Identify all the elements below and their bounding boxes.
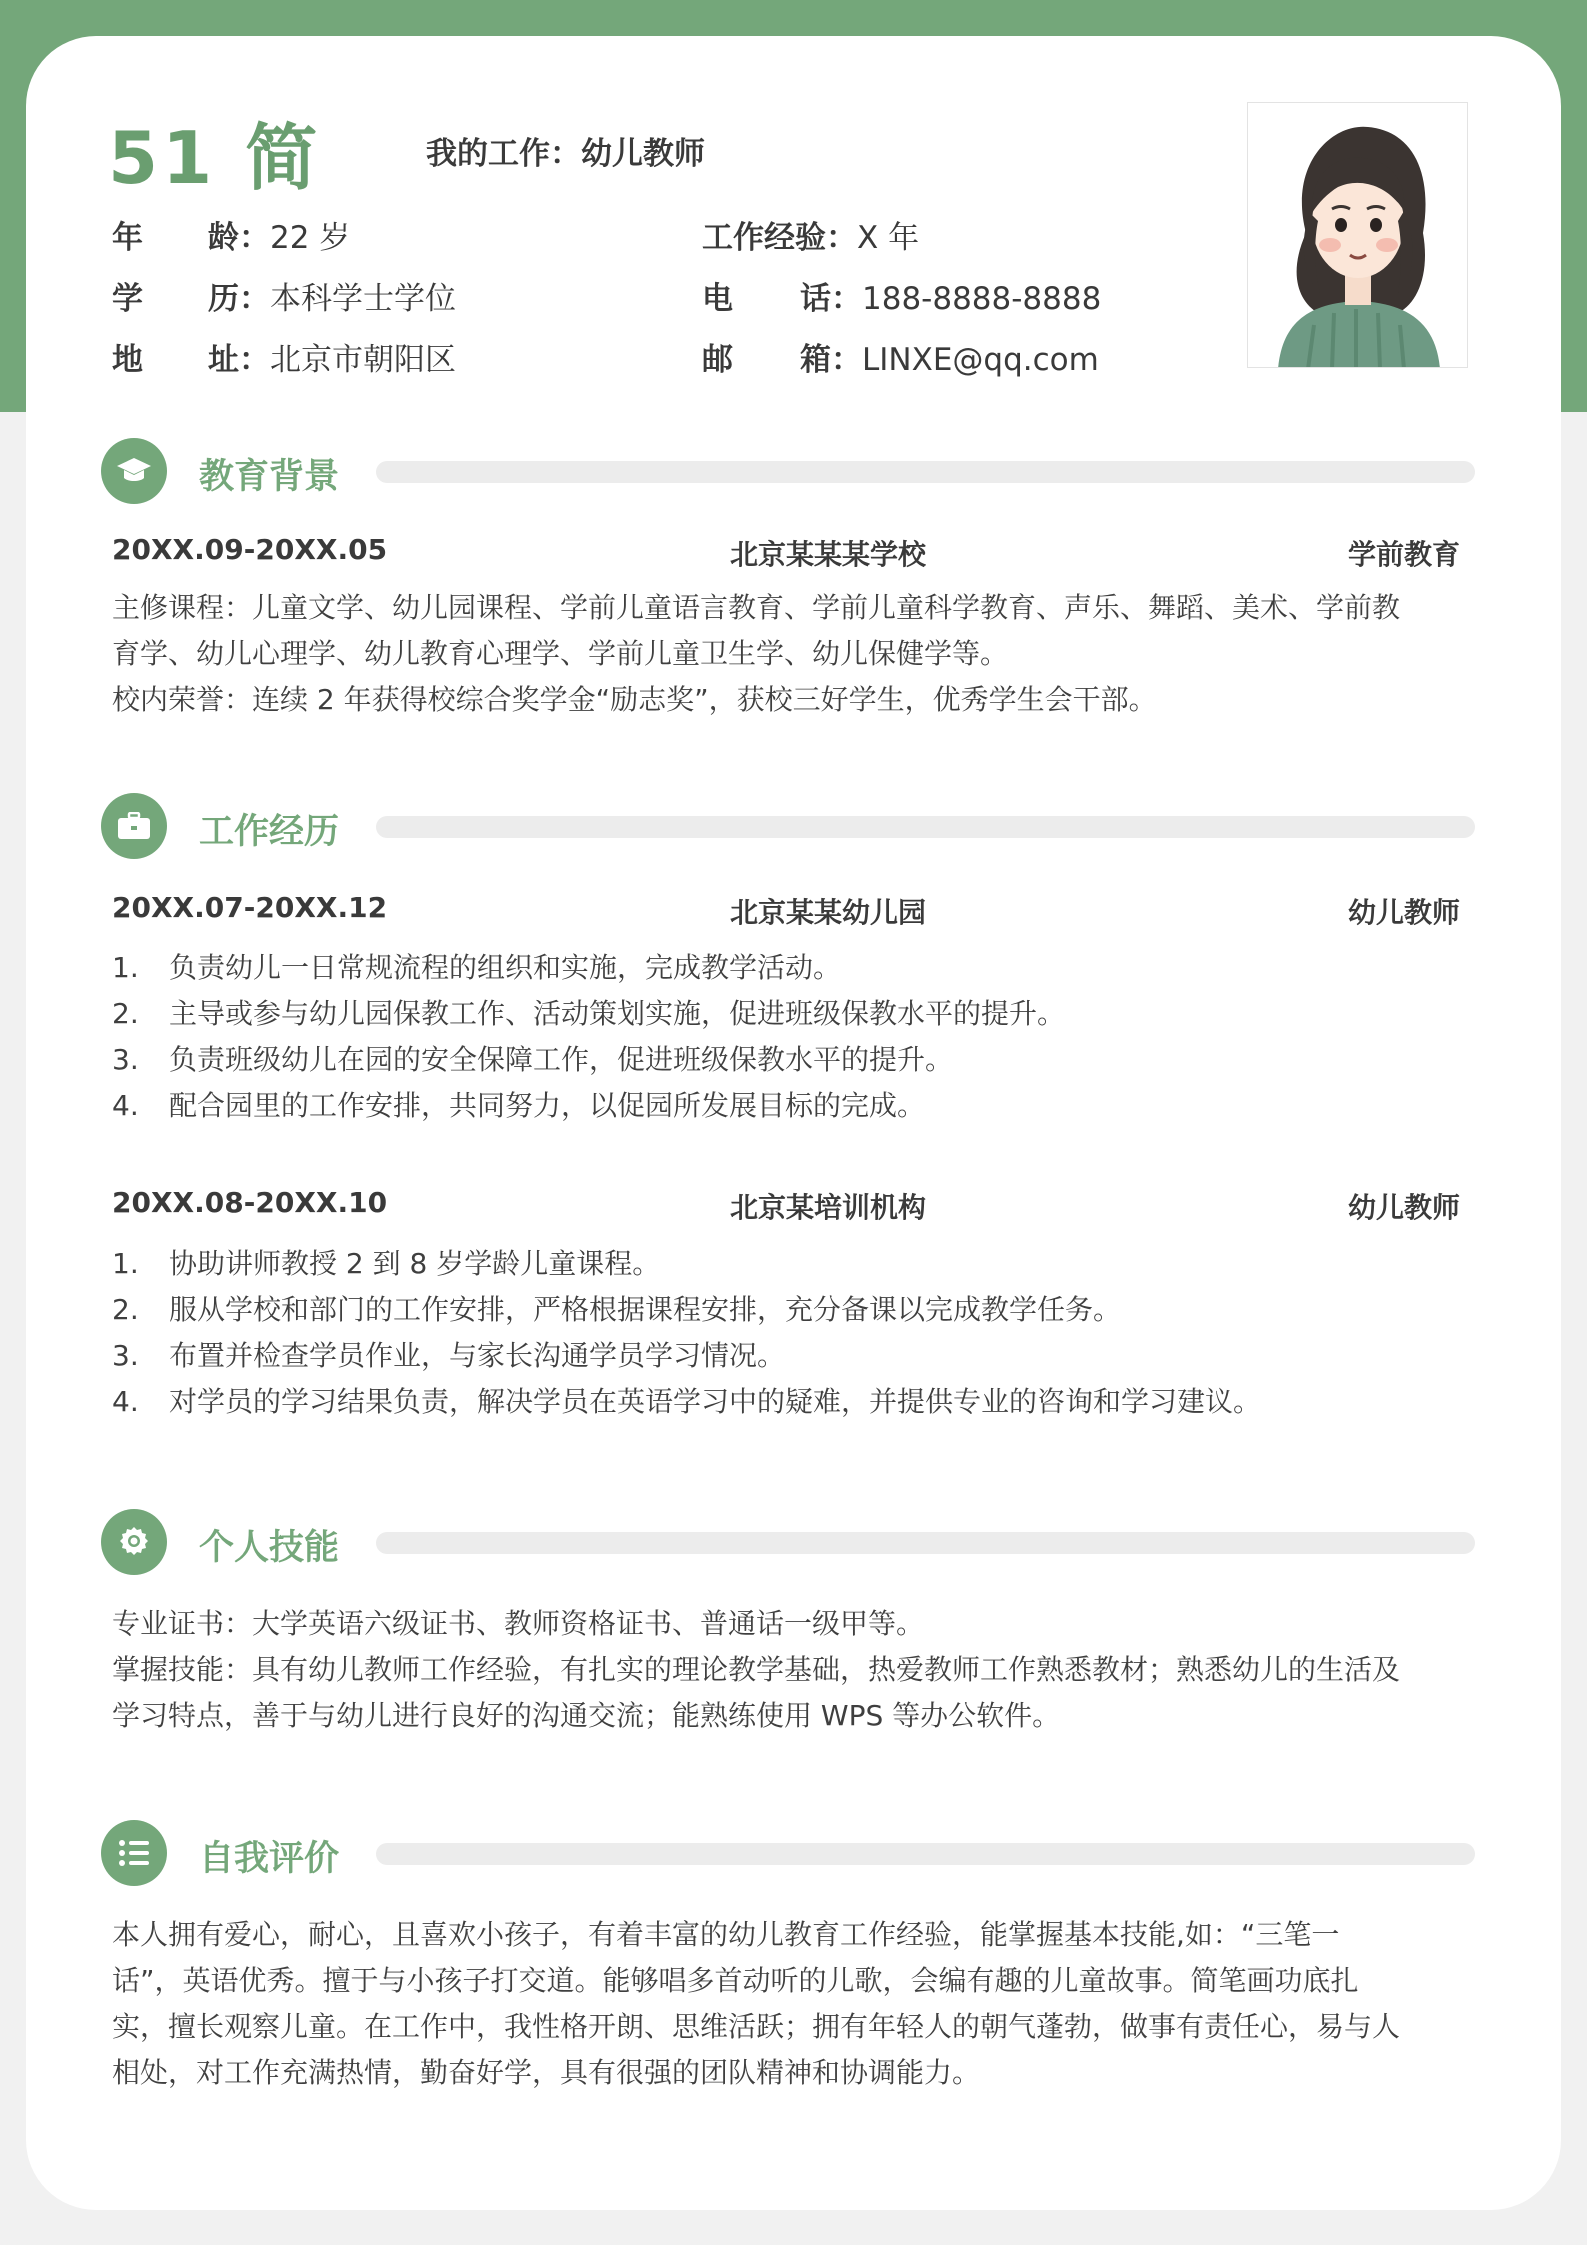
- info-email: [702, 334, 1099, 379]
- education-section-icon: [101, 438, 167, 504]
- info-key-2: 址：: [208, 342, 270, 378]
- job-duties-list: [112, 1241, 1492, 1425]
- list-item: [112, 1037, 1492, 1083]
- education-major: 学前教育: [1347, 538, 1460, 571]
- list-text: 对学员的学习结果负责，解决学员在英语学习中的疑难，并提供专业的咨询和学习建议。: [169, 1385, 1262, 1418]
- self-evaluation-details: [112, 1912, 1492, 2096]
- info-key: 工作经验：: [702, 220, 857, 256]
- list-number: 2.: [112, 997, 139, 1030]
- skills-section-icon: [101, 1509, 167, 1575]
- info-key-2: 历：: [208, 281, 270, 317]
- education-date: 20XX.09-20XX.05: [112, 533, 388, 566]
- list-item: [112, 945, 1492, 991]
- info-value: 北京市朝阳区: [270, 342, 456, 378]
- list-text: 服从学校和部门的工作安排，严格根据课程安排，充分备课以完成教学任务。: [169, 1293, 1122, 1326]
- work-section-title: 工作经历: [199, 812, 340, 852]
- list-text: 主导或参与幼儿园保教工作、活动策划实施，促进班级保教水平的提升。: [169, 997, 1066, 1030]
- info-key-1: 地: [112, 342, 143, 378]
- job-organization: 北京某某幼儿园: [729, 896, 926, 929]
- self-evaluation-section-title: 自我评价: [199, 1839, 340, 1879]
- list-number: 3.: [112, 1043, 139, 1076]
- info-key-1: 邮: [702, 342, 733, 378]
- profile-photo: [1247, 102, 1468, 368]
- info-address: [112, 334, 456, 379]
- brand-logo: 51 简: [108, 116, 322, 200]
- award-badge-icon: [117, 1525, 151, 1559]
- job-date: 20XX.08-20XX.10: [112, 1186, 388, 1219]
- info-key-1: 电: [702, 281, 733, 317]
- skills-line: 掌握技能：具有幼儿教师工作经验，有扎实的理论教学基础，热爱教师工作熟悉教材；熟悉幼儿的生活及: [112, 1653, 1401, 1686]
- self-evaluation-line: 话”，英语优秀。擅于与小孩子打交道。能够唱多首动听的儿歌，会编有趣的儿童故事。简笔画功底扎: [112, 1964, 1359, 1997]
- job-objective: [426, 128, 705, 173]
- list-number: 2.: [112, 1293, 139, 1326]
- education-section-divider: [376, 461, 1475, 483]
- info-value: 22 岁: [270, 220, 351, 256]
- list-text: 负责幼儿一日常规流程的组织和实施，完成教学活动。: [169, 951, 842, 984]
- job-duties-list: [112, 945, 1492, 1129]
- job-value: 幼儿教师: [581, 136, 705, 172]
- self-evaluation-line: 实，擅长观察儿童。在工作中，我性格开朗、思维活跃；拥有年轻人的朝气蓬勃，做事有责任心，易与人: [112, 2010, 1401, 2043]
- job-role: 幼儿教师: [1347, 1191, 1460, 1224]
- info-experience: [702, 212, 919, 257]
- list-item: [112, 1083, 1492, 1129]
- list-number: 1.: [112, 1247, 139, 1280]
- education-details: [112, 585, 1492, 723]
- list-number: 1.: [112, 951, 139, 984]
- work-section-divider: [376, 816, 1475, 838]
- self-evaluation-line: 本人拥有爱心，耐心，且喜欢小孩子，有着丰富的幼儿教育工作经验，能掌握基本技能,如：“三笔一: [112, 1918, 1340, 1951]
- list-text: 布置并检查学员作业，与家长沟通学员学习情况。: [169, 1339, 786, 1372]
- list-number: 3.: [112, 1339, 139, 1372]
- list-item: [112, 991, 1492, 1037]
- cartoon-portrait-icon: [1248, 103, 1468, 368]
- list-item: [112, 1241, 1492, 1287]
- list-icon: [118, 1839, 150, 1867]
- skills-section-divider: [376, 1532, 1475, 1554]
- self-evaluation-section-icon: [101, 1820, 167, 1886]
- info-value: 本科学士学位: [270, 281, 456, 317]
- info-key-2: 龄：: [208, 220, 270, 256]
- list-text: 负责班级幼儿在园的安全保障工作，促进班级保教水平的提升。: [169, 1043, 954, 1076]
- info-key-1: 年: [112, 220, 143, 256]
- info-age: [112, 212, 350, 257]
- info-value: LINXE@qq.com: [862, 342, 1099, 378]
- education-line: 主修课程：儿童文学、幼儿园课程、学前儿童语言教育、学前儿童科学教育、声乐、舞蹈、美术、学前教: [112, 591, 1401, 624]
- education-line: 校内荣誉：连续 2 年获得校综合奖学金“励志奖”，获校三好学生，优秀学生会干部。: [112, 683, 1157, 716]
- job-date: 20XX.07-20XX.12: [112, 891, 388, 924]
- info-value: X 年: [857, 220, 920, 256]
- list-text: 配合园里的工作安排，共同努力，以促园所发展目标的完成。: [169, 1089, 926, 1122]
- list-item: [112, 1287, 1492, 1333]
- list-number: 4.: [112, 1089, 139, 1122]
- skills-details: [112, 1601, 1492, 1739]
- info-key-1: 学: [112, 281, 143, 317]
- job-organization: 北京某培训机构: [729, 1191, 926, 1224]
- education-line: 育学、幼儿心理学、幼儿教育心理学、学前儿童卫生学、幼儿保健学等。: [112, 637, 1009, 670]
- work-section-icon: [101, 793, 167, 859]
- list-number: 4.: [112, 1385, 139, 1418]
- skills-section-title: 个人技能: [199, 1528, 340, 1568]
- education-section-title: 教育背景: [199, 457, 340, 497]
- self-evaluation-line: 相处，对工作充满热情，勤奋好学，具有很强的团队精神和协调能力。: [112, 2056, 981, 2089]
- briefcase-icon: [117, 812, 151, 840]
- list-item: [112, 1333, 1492, 1379]
- info-value: 188-8888-8888: [862, 281, 1102, 317]
- education-school: 北京某某某学校: [729, 538, 926, 571]
- info-education: [112, 273, 456, 318]
- skills-line: 学习特点，善于与幼儿进行良好的沟通交流；能熟练使用 WPS 等办公软件。: [112, 1699, 1061, 1732]
- job-role: 幼儿教师: [1347, 896, 1460, 929]
- graduation-cap-icon: [116, 456, 152, 486]
- self-evaluation-section-divider: [376, 1843, 1475, 1865]
- list-item: [112, 1379, 1492, 1425]
- skills-line: 专业证书：大学英语六级证书、教师资格证书、普通话一级甲等。: [112, 1607, 925, 1640]
- info-key-2: 箱：: [800, 342, 862, 378]
- job-label: 我的工作：: [426, 136, 581, 172]
- info-phone: [702, 273, 1101, 318]
- info-key-2: 话：: [800, 281, 862, 317]
- list-text: 协助讲师教授 2 到 8 岁学龄儿童课程。: [169, 1247, 661, 1280]
